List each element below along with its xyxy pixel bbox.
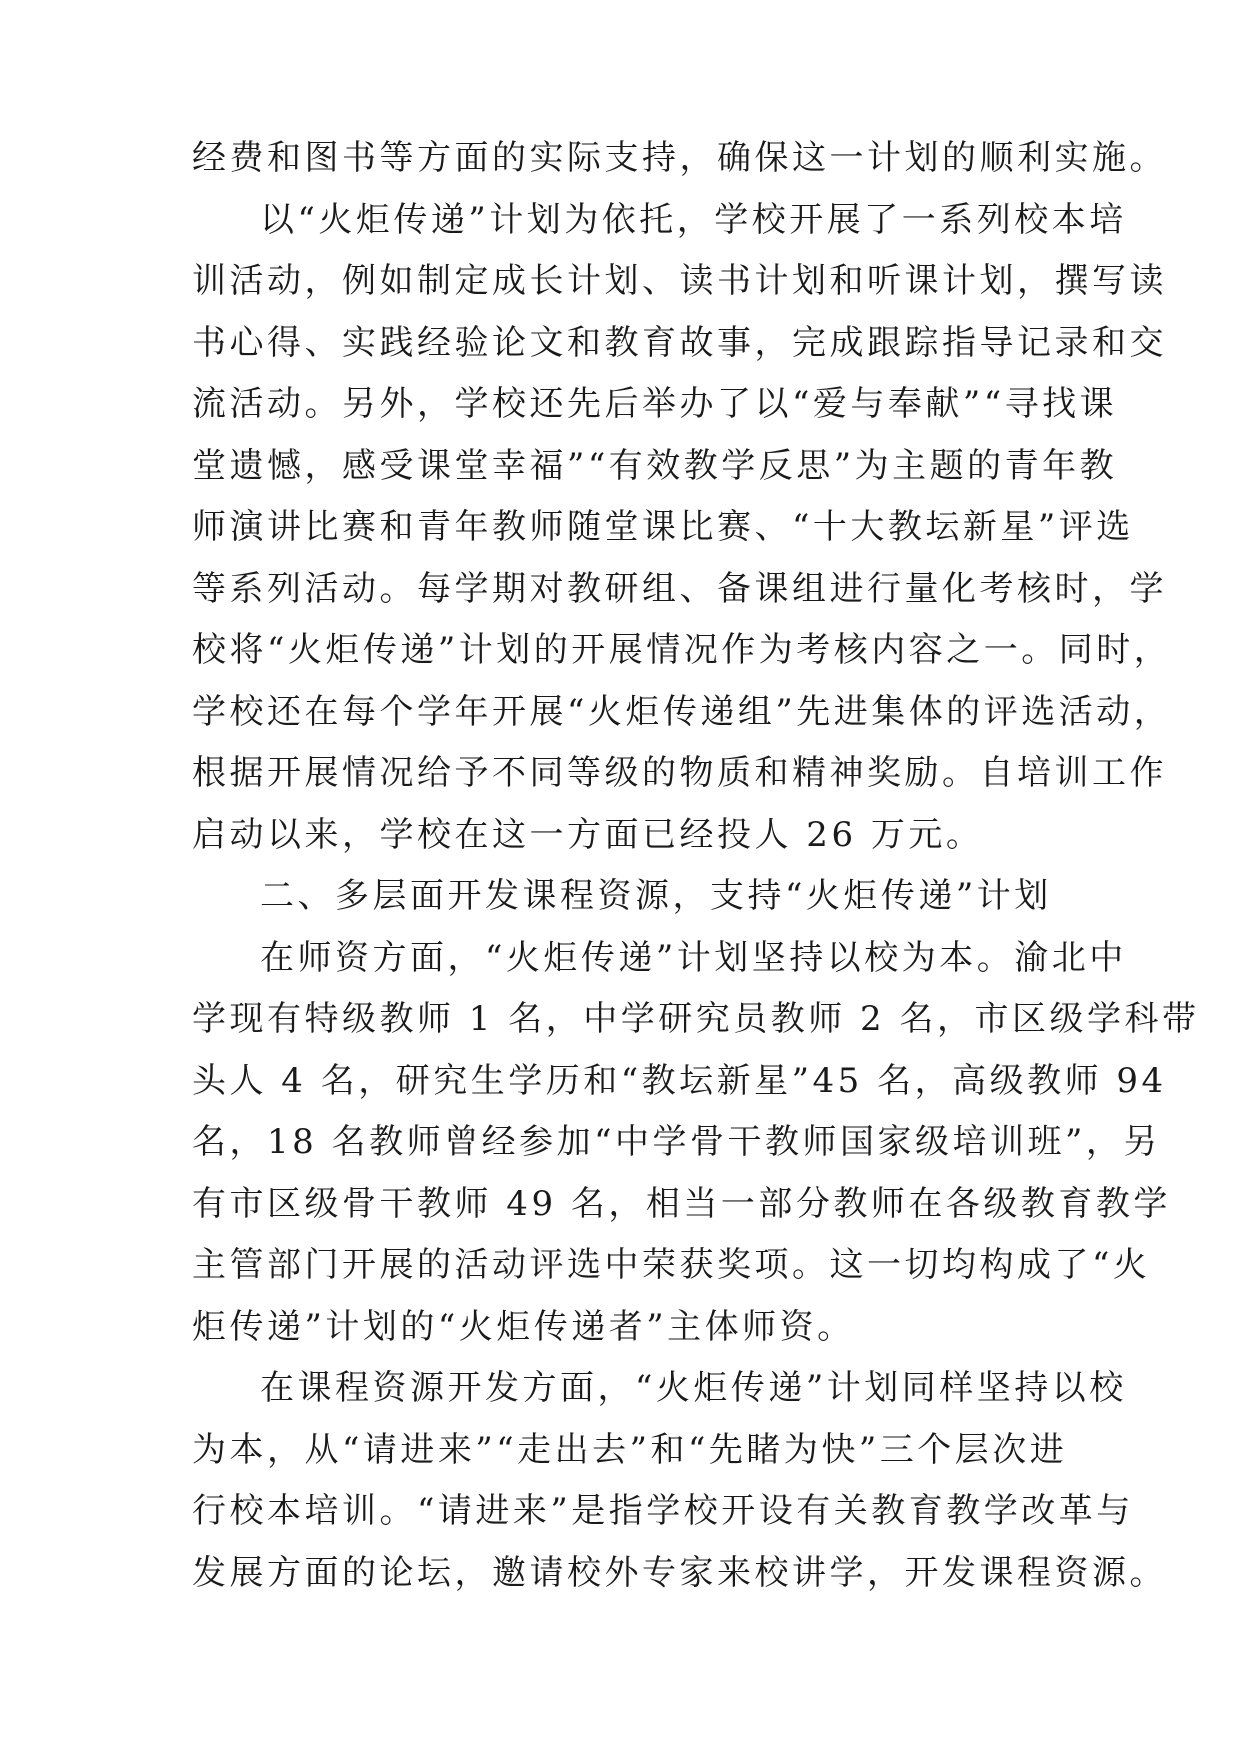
text-line: 书心得、实践经验论文和教育故事，完成跟踪指导记录和交: [192, 322, 1167, 363]
paragraph-start-line: 在师资方面，“火炬传递”计划坚持以校为本。渝北中: [260, 937, 1127, 978]
text-line: 炬传递”计划的“火炬传递者”主体师资。: [192, 1306, 855, 1347]
text-line: 有市区级骨干教师 49 名，相当一部分教师在各级教育教学: [192, 1183, 1171, 1224]
text-line: 行校本培训。“请进来”是指学校开设有关教育教学改革与: [192, 1491, 1134, 1531]
paragraph-start-line: 以“火炬传递”计划为依托，学校开展了一系列校本培: [260, 199, 1127, 240]
text-line: 流活动。另外，学校还先后举办了以“爱与奉献”“寻找课: [192, 384, 1118, 424]
text-line: 头人 4 名，研究生学历和“教坛新星”45 名，高级教师 94: [192, 1060, 1167, 1101]
text-line: 为本，从“请进来”“走出去”和“先睹为快”三个层次进: [192, 1429, 1068, 1470]
body-text: [192, 128, 1200, 1604]
text-line: 发展方面的论坛，邀请校外专家来校讲学，开发课程资源。: [192, 1552, 1167, 1593]
text-line: 名，18 名教师曾经参加“中学骨干教师国家级培训班”，另: [192, 1122, 1161, 1162]
text-line: 训活动，例如制定成长计划、读书计划和听课计划，撰写读: [192, 261, 1167, 301]
text-line: 根据开展情况给予不同等级的物质和精神奖励。自培训工作: [192, 753, 1167, 793]
text-line: 学校还在每个学年开展“火炬传递组”先进集体的评选活动，: [192, 691, 1172, 732]
text-line: 等系列活动。每学期对教研组、备课组进行量化考核时，学: [192, 568, 1167, 609]
text-line: 校将“火炬传递”计划的开展情况作为考核内容之一。同时，: [192, 630, 1172, 670]
section-heading: 二、多层面开发课程资源，支持“火炬传递”计划: [260, 876, 1052, 916]
text-line: 启动以来，学校在这一方面已经投人 26 万元。: [192, 814, 984, 855]
text-line: 主管部门开展的活动评选中荣获奖项。这一切均构成了“火: [192, 1245, 1151, 1285]
paragraph-start-line: 在课程资源开发方面，“火炬传递”计划同样坚持以校: [260, 1368, 1127, 1408]
text-line: 师演讲比赛和青年教师随堂课比赛、“十大教坛新星”评选: [192, 507, 1134, 547]
text-line: 学现有特级教师 1 名，中学研究员教师 2 名，市区级学科带: [192, 999, 1200, 1039]
text-line: 堂遗憾，感受课堂幸福”“有效教学反思”为主题的青年教: [192, 445, 1118, 486]
text-line: 经费和图书等方面的实际支持，确保这一计划的顺利实施。: [192, 138, 1167, 178]
